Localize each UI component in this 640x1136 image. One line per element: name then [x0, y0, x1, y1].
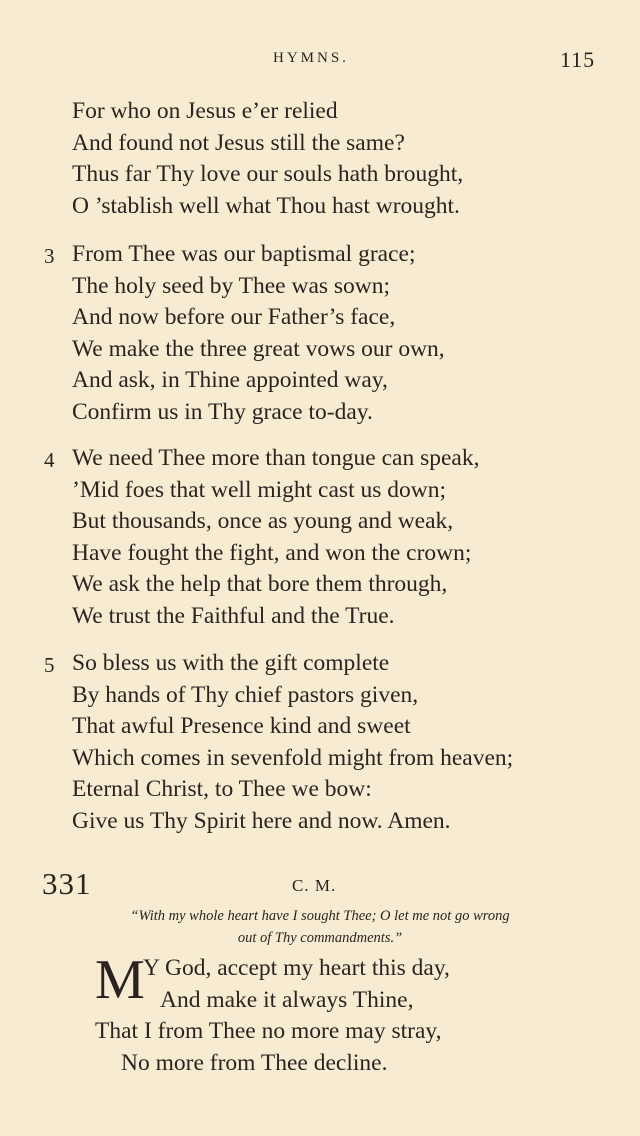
verse-line: We trust the Faithful and the True. — [72, 602, 395, 629]
verse-line: Confirm us in Thy grace to-day. — [72, 398, 373, 425]
verse-line: The holy seed by Thee was sown; — [72, 272, 391, 299]
verse-line: That awful Presence kind and sweet — [72, 713, 411, 739]
hymn-number: 331 — [42, 866, 92, 901]
verse-line: So bless us with the gift complete — [72, 650, 390, 676]
hymn-line: That I from Thee no more may stray, — [95, 1018, 442, 1044]
verse-line: Eternal Christ, to Thee we bow: — [72, 776, 372, 802]
hymn-meter: C. M. — [292, 876, 337, 895]
drop-cap: M — [95, 949, 145, 1011]
verse-number: 5 — [44, 653, 55, 677]
epigraph-line: “With my whole heart have I sought Thee; O let me not go wrong — [130, 908, 510, 924]
verse-line: For who on Jesus e’er relied — [72, 98, 338, 124]
page-number: 115 — [560, 47, 596, 72]
hymn-line: And make it always Thine, — [160, 986, 414, 1013]
verse-line: ’Mid foes that well might cast us down; — [72, 476, 446, 503]
verse-line: By hands of Thy chief pastors given, — [72, 681, 419, 708]
hymn-line: No more from Thee decline. — [121, 1049, 388, 1076]
verse-line: From Thee was our baptismal grace; — [72, 241, 416, 267]
verse-line: But thousands, once as young and weak, — [72, 508, 454, 534]
verse-line: We make the three great vows our own, — [72, 335, 445, 362]
epigraph-line: out of Thy commandments.” — [237, 930, 403, 946]
verse-line: Have fought the fight, and won the crown; — [72, 539, 472, 566]
verse-line: O ’stablish well what Thou hast wrought. — [72, 192, 460, 219]
verse-line: Give us Thy Spirit here and now. Amen. — [72, 807, 451, 834]
verse-line: Thus far Thy love our souls hath brought, — [72, 161, 464, 187]
verse-line: And now before our Father’s face, — [72, 304, 396, 330]
verse-line: And ask, in Thine appointed way, — [72, 367, 388, 393]
hymn-line: Y God, accept my heart this day, — [143, 955, 450, 981]
running-title: HYMNS. — [273, 50, 349, 66]
verse-line: We ask the help that bore them through, — [72, 571, 448, 597]
verse-line: Which comes in sevenfold might from heaven; — [72, 744, 514, 771]
running-head — [0, 47, 640, 74]
verse-number: 3 — [44, 244, 55, 268]
verse-number: 4 — [44, 448, 55, 472]
verse-line: And found not Jesus still the same? — [72, 129, 405, 156]
verse-line: We need Thee more than tongue can speak, — [72, 445, 480, 471]
